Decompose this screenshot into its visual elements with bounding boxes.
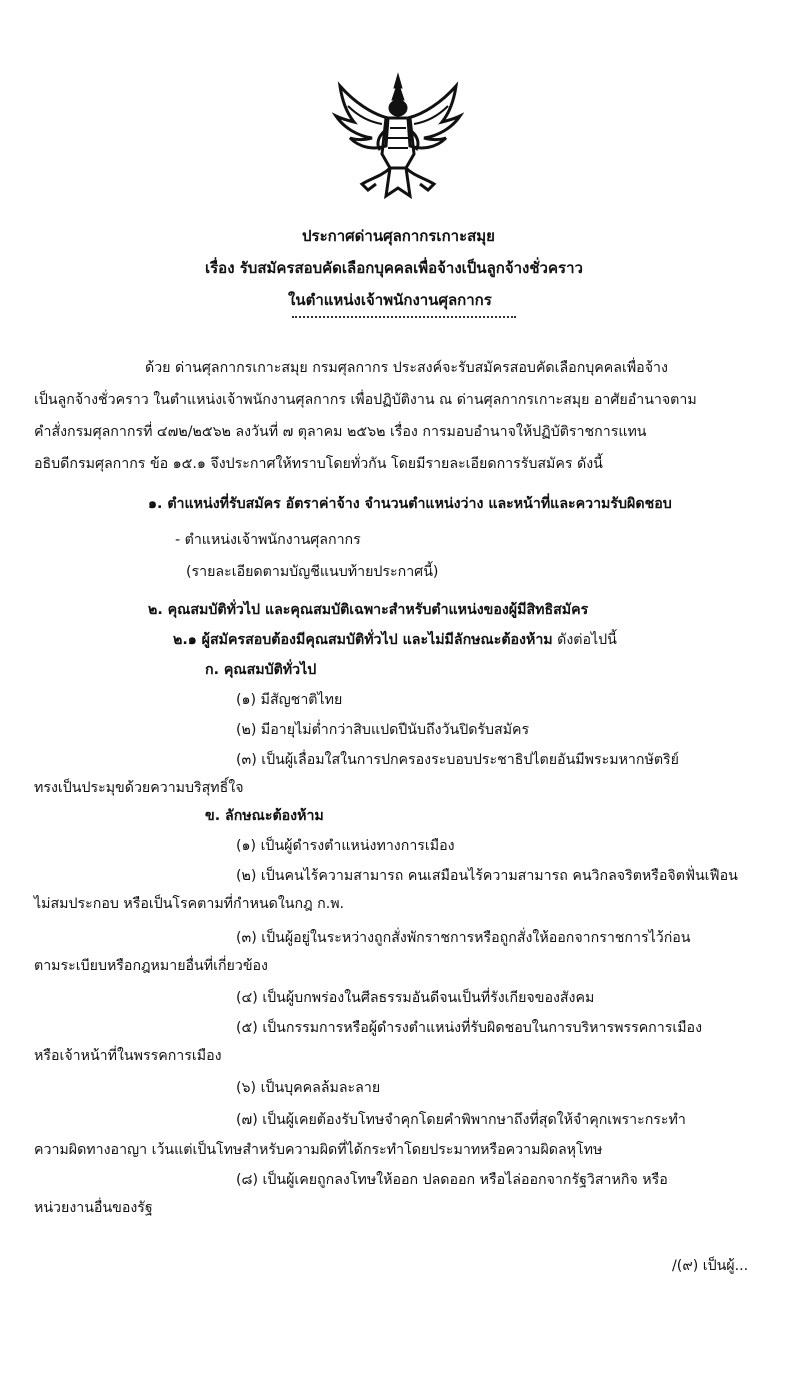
prohibited-item-4: (๔) เป็นผู้บกพร่องในศีลธรรมอันดีจนเป็นที่รังเกียจของสังคม [236, 990, 595, 1006]
intro-line-3: คำสั่งกรมศุลกากรที่ ๔๗๒/๒๕๖๒ ลงวันที่ ๗ ตุลาคม ๒๕๖๒ เรื่อง การมอบอำนาจให้ปฏิบัติราชการแทน [34, 424, 647, 440]
section2-subheading-tail: ดังต่อไปนี้ [552, 632, 617, 648]
prohibited-item-5: (๕) เป็นกรรมการหรือผู้ดำรงตำแหน่งที่รับผิดชอบในการบริหารพรรคการเมือง [236, 1020, 703, 1036]
announcement-subject: เรื่อง รับสมัครสอบคัดเลือกบุคคลเพื่อจ้างเป็นลูกจ้างชั่วคราว [205, 259, 583, 277]
general-item-2: (๒) มีอายุไม่ต่ำกว่าสิบแปดปีนับถึงวันปิดรับสมัคร [236, 722, 530, 738]
prohibited-item-5-cont: หรือเจ้าหน้าที่ในพรรคการเมือง [34, 1048, 222, 1064]
prohibited-item-1: (๑) เป็นผู้ดำรงตำแหน่งทางการเมือง [236, 838, 455, 854]
prohibited-item-7-cont: ความผิดทางอาญา เว้นแต่เป็นโทษสำหรับความผิดที่ได้กระทำโดยประมาทหรือความผิดลหุโทษ [34, 1142, 603, 1158]
intro-line-1: ด้วย ด่านศุลกากรเกาะสมุย กรมศุลกากร ประสงค์จะรับสมัครสอบคัดเลือกบุคคลเพื่อจ้าง [145, 360, 668, 376]
general-item-3: (๓) เป็นผู้เลื่อมใสในการปกครองระบอบประชาธิปไตยอันมีพระมหากษัตริย์ [236, 752, 679, 768]
section2-subheading-bold: ๒.๑ ผู้สมัครสอบต้องมีคุณสมบัติทั่วไป และไม่มีลักษณะต้องห้าม [173, 632, 553, 648]
garuda-emblem-icon [332, 72, 464, 204]
prohibited-item-2-cont: ไม่สมประกอบ หรือเป็นโรคตามที่กำหนดในกฎ ก.พ. [34, 896, 345, 912]
header-divider [292, 316, 516, 318]
section1-note: (รายละเอียดตามบัญชีแนบท้ายประกาศนี้) [186, 564, 439, 580]
general-item-1: (๑) มีสัญชาติไทย [236, 692, 343, 708]
intro-line-4: อธิบดีกรมศุลกากร ข้อ ๑๕.๑ จึงประกาศให้ทราบโดยทั่วกัน โดยมีรายละเอียดการรับสมัคร ดังนี้ [34, 456, 603, 472]
prohibited-item-8-cont: หน่วยงานอื่นของรัฐ [34, 1200, 153, 1216]
prohibited-item-3: (๓) เป็นผู้อยู่ในระหว่างถูกสั่งพักราชการหรือถูกสั่งให้ออกจากราชการไว้ก่อน [236, 930, 691, 946]
section2-subheading [173, 630, 617, 650]
prohibited-heading: ข. ลักษณะต้องห้าม [205, 808, 324, 824]
general-item-3-cont: ทรงเป็นประมุขด้วยความบริสุทธิ์ใจ [34, 780, 244, 796]
intro-line-2: เป็นลูกจ้างชั่วคราว ในตำแหน่งเจ้าพนักงานศุลกากร เพื่อปฏิบัติงาน ณ ด่านศุลกากรเกาะสมุย อาศัยอำนาจตาม [34, 392, 697, 408]
prohibited-item-3-cont: ตามระเบียบหรือกฎหมายอื่นที่เกี่ยวข้อง [34, 958, 268, 974]
prohibited-item-8: (๘) เป็นผู้เคยถูกลงโทษให้ออก ปลดออก หรือไล่ออกจากรัฐวิสาหกิจ หรือ [236, 1172, 668, 1188]
general-heading: ก. คุณสมบัติทั่วไป [205, 662, 317, 678]
announcement-position: ในตำแหน่งเจ้าพนักงานศุลกากร [288, 291, 492, 309]
section2-heading: ๒. คุณสมบัติทั่วไป และคุณสมบัติเฉพาะสำหรับตำแหน่งของผู้มีสิทธิสมัคร [148, 602, 589, 618]
section1-item: - ตำแหน่งเจ้าพนักงานศุลกากร [175, 532, 361, 548]
prohibited-item-7: (๗) เป็นผู้เคยต้องรับโทษจำคุกโดยคำพิพากษาถึงที่สุดให้จำคุกเพราะกระทำ [236, 1112, 686, 1128]
announcement-title: ประกาศด่านศุลกากรเกาะสมุย [302, 227, 495, 245]
page-continuation: /(๙) เป็นผู้... [672, 1258, 749, 1274]
section1-heading: ๑. ตำแหน่งที่รับสมัคร อัตราค่าจ้าง จำนวนตำแหน่งว่าง และหน้าที่และความรับผิดชอบ [148, 496, 672, 512]
prohibited-item-2: (๒) เป็นคนไร้ความสามารถ คนเสมือนไร้ความสามารถ คนวิกลจริตหรือจิตฟั่นเฟือน [236, 868, 738, 884]
prohibited-item-6: (๖) เป็นบุคคลล้มละลาย [236, 1080, 381, 1096]
